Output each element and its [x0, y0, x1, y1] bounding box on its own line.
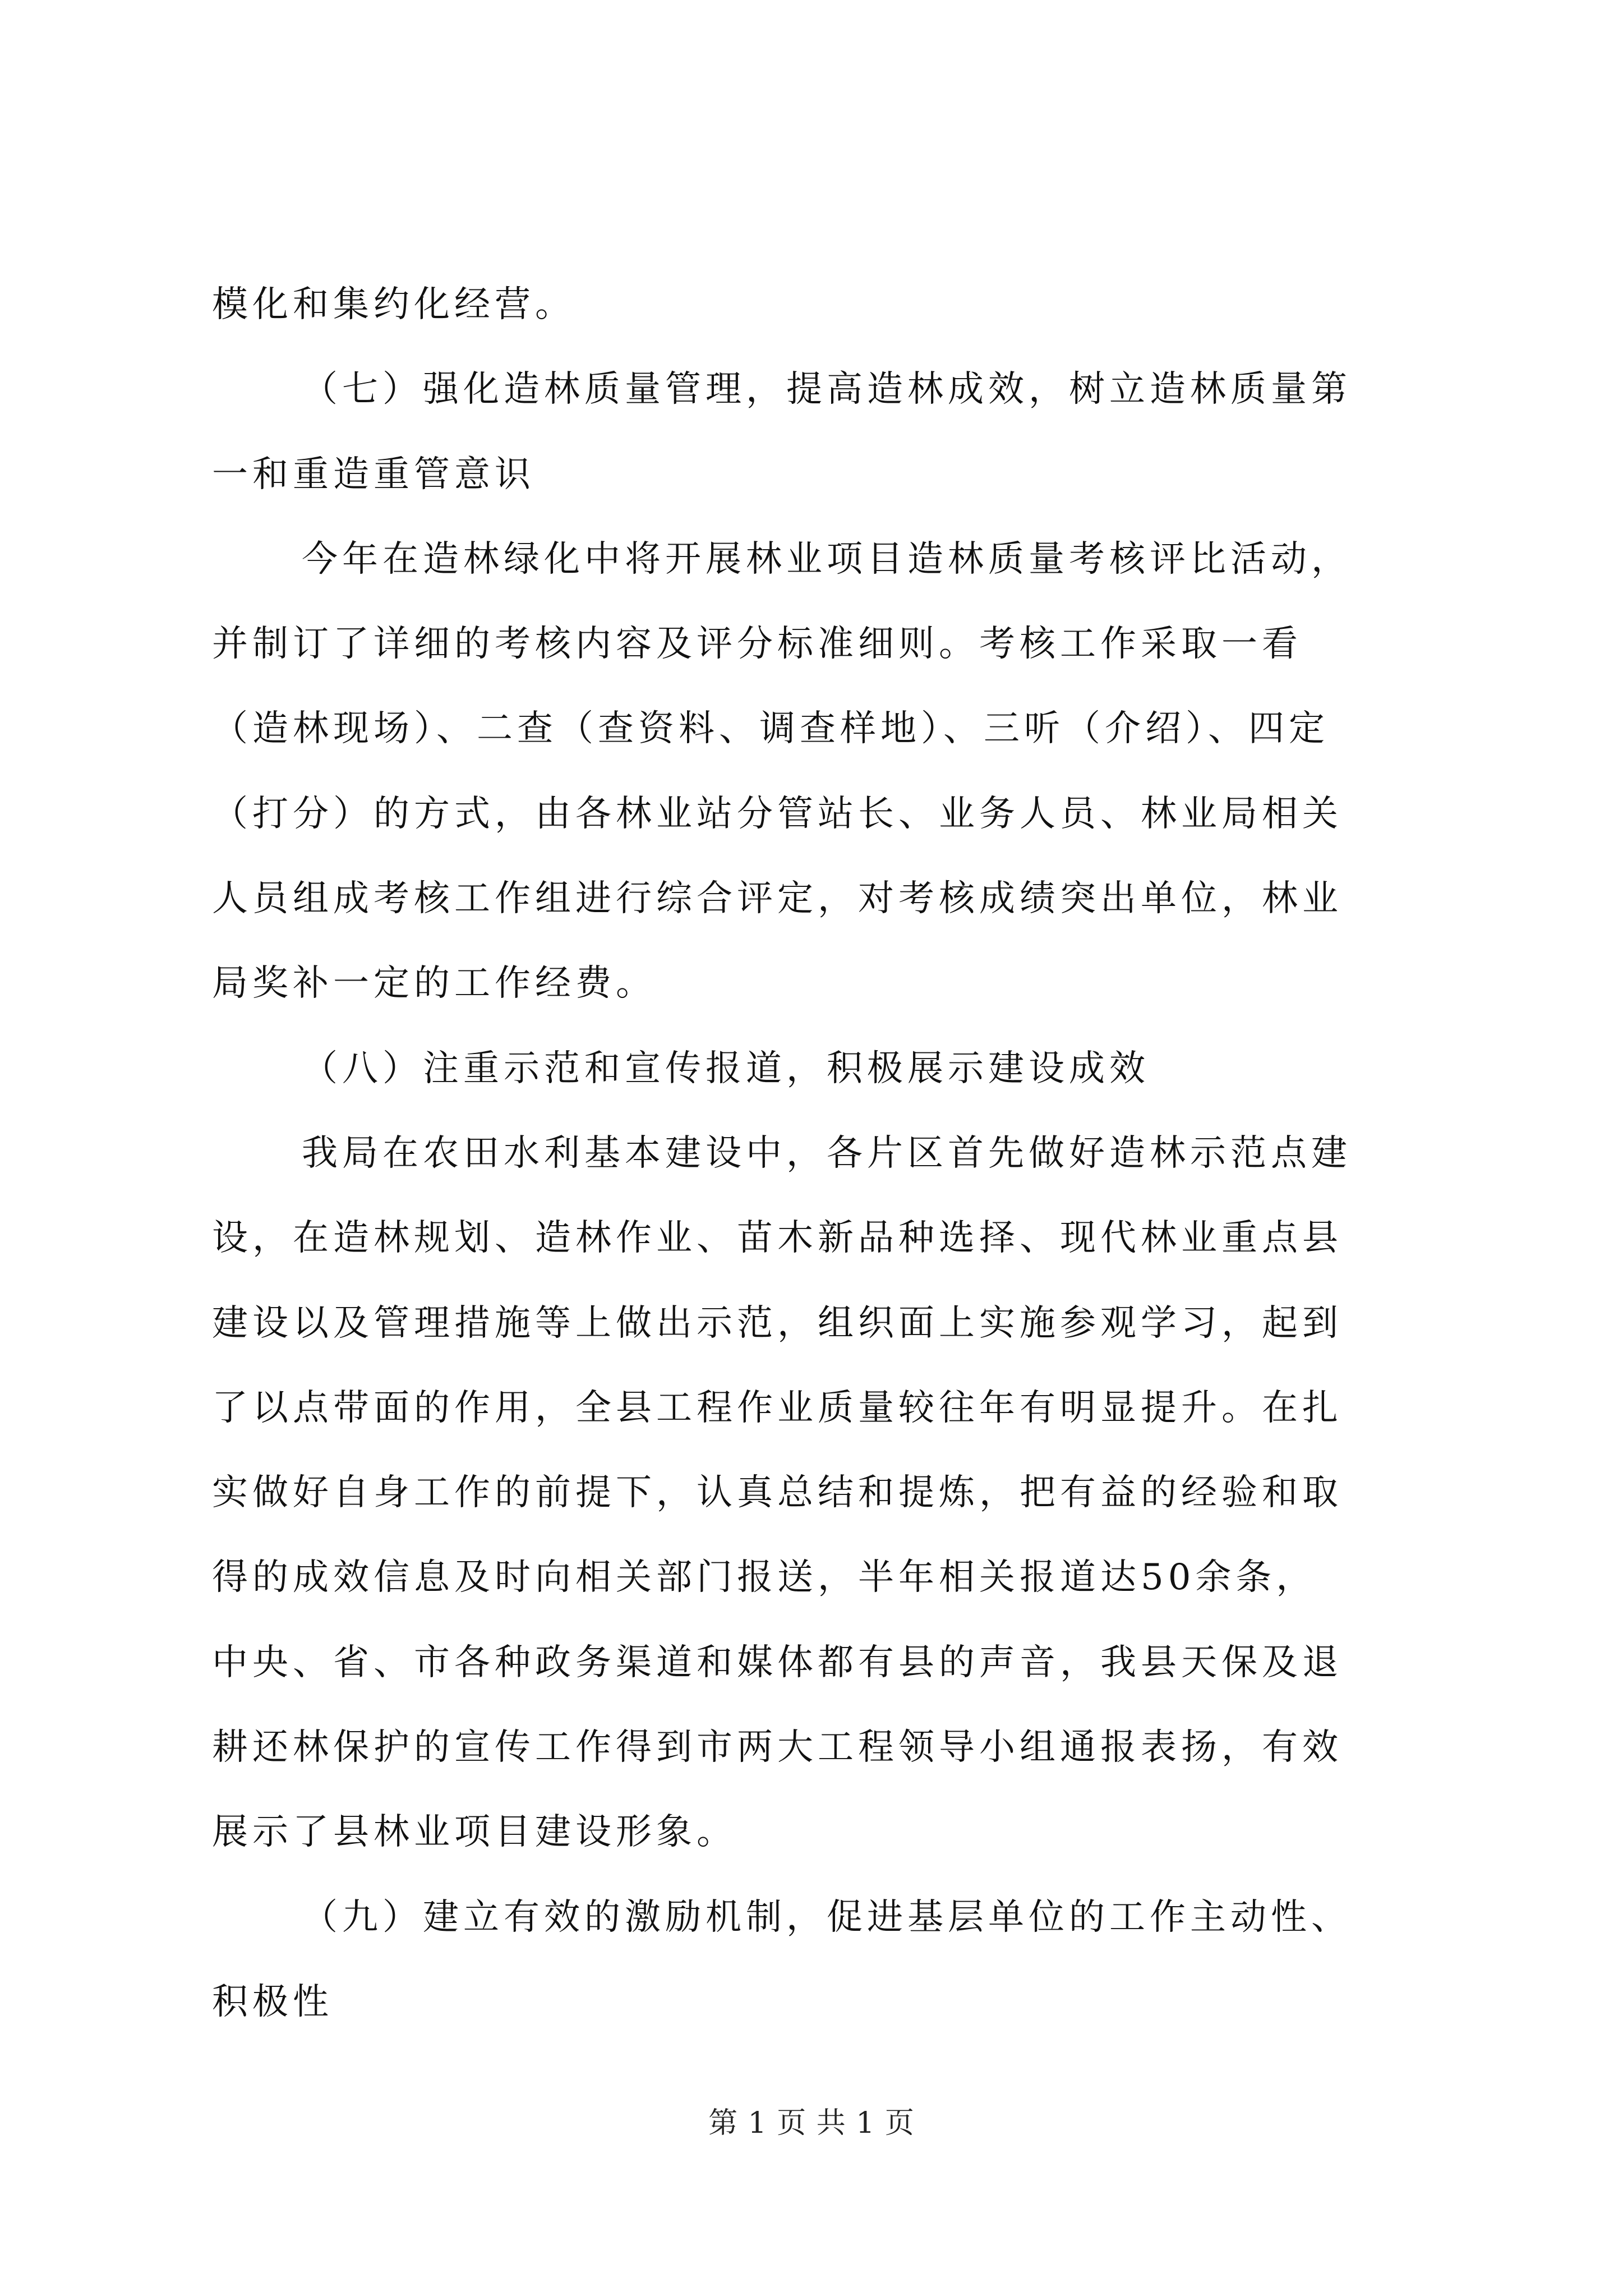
- section-heading: （七）强化造林质量管理，提高造林成效，树立造林质量第: [302, 369, 1352, 411]
- paragraph-line: 中央、省、市各种政务渠道和媒体都有县的声音，我县天保及退: [212, 1641, 1343, 1683]
- section-heading: （八）注重示范和宣传报道，积极展示建设成效: [302, 1047, 1150, 1089]
- paragraph-line: （打分）的方式，由各林业站分管站长、业务人员、林业局相关: [212, 793, 1343, 835]
- section-heading-continued: 积极性: [212, 1981, 333, 2023]
- paragraph-line: 实做好自身工作的前提下，认真总结和提炼，把有益的经验和取: [212, 1472, 1343, 1514]
- paragraph-line: 了以点带面的作用，全县工程作业质量较往年有明显提升。在扎: [212, 1387, 1343, 1429]
- page-footer: 第 1 页 共 1 页: [708, 2106, 915, 2140]
- paragraph-line: 局奖补一定的工作经费。: [212, 963, 656, 1005]
- document-body: [212, 263, 1435, 2045]
- body-line: 模化和集约化经营。: [212, 284, 575, 325]
- section-heading: （九）建立有效的激励机制，促进基层单位的工作主动性、: [302, 1896, 1352, 1938]
- section-heading-continued: 一和重造重管意识: [212, 453, 535, 495]
- paragraph-line: 耕还林保护的宣传工作得到市两大工程领导小组通报表扬，有效: [212, 1727, 1343, 1769]
- paragraph-line: 我局在农田水利基本建设中，各片区首先做好造林示范点建: [302, 1132, 1352, 1174]
- paragraph-line: 今年在造林绿化中将开展林业项目造林质量考核评比活动，: [302, 538, 1352, 580]
- paragraph-line: 设，在造林规划、造林作业、苗木新品种选择、现代林业重点县: [212, 1217, 1343, 1259]
- paragraph-line: 并制订了详细的考核内容及评分标准细则。考核工作采取一看: [212, 623, 1302, 665]
- paragraph-line: 人员组成考核工作组进行综合评定，对考核成绩突出单位，林业: [212, 878, 1343, 920]
- paragraph-line: 展示了县林业项目建设形象。: [212, 1811, 737, 1853]
- paragraph-line: 建设以及管理措施等上做出示范，组织面上实施参观学习，起到: [212, 1302, 1343, 1344]
- paragraph-line: （造林现场）、二查（查资料、调查样地）、三听（介绍）、四定: [212, 708, 1329, 750]
- paragraph-line: 得的成效信息及时向相关部门报送，半年相关报道达50余条，: [212, 1557, 1317, 1599]
